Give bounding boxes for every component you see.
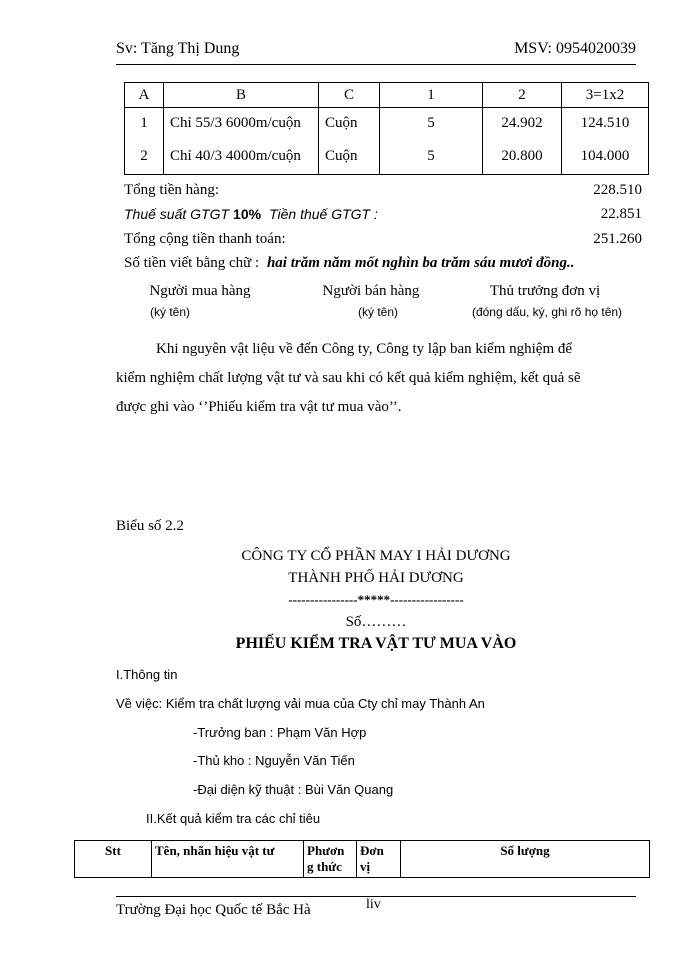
section-results: II.Kết quả kiểm tra các chỉ tiêu bbox=[146, 811, 321, 826]
director-title: Thủ trưởng đơn vị bbox=[489, 283, 601, 299]
inspection-table bbox=[74, 840, 650, 878]
header-cell: Phươn g thức bbox=[304, 841, 357, 878]
header-cell: Stt bbox=[75, 841, 152, 878]
cell: Chỉ 55/3 6000m/cuộn bbox=[164, 108, 319, 139]
header-cell: Số lượng bbox=[401, 841, 650, 878]
paragraph-line-2: kiểm nghiệm chất lượng vật tư và sau khi có kết quả kiểm nghiệm, kết quả sẽ bbox=[116, 370, 581, 386]
cell: 5 bbox=[380, 138, 483, 175]
cell: 104.000 bbox=[562, 138, 649, 175]
student-id: MSV: 0954020039 bbox=[514, 40, 636, 57]
header-cell: Đơn vị bbox=[357, 841, 401, 878]
header-cell: A bbox=[125, 83, 164, 108]
table-header-row bbox=[75, 841, 650, 878]
cell: 124.510 bbox=[562, 108, 649, 139]
cell: Cuộn bbox=[319, 108, 380, 139]
divider-text: ----------------*****----------------- bbox=[288, 592, 464, 607]
header-cell: C bbox=[319, 83, 380, 108]
header-cell: 2 bbox=[483, 83, 562, 108]
words-label: Số tiền viết bằng chữ : bbox=[124, 255, 260, 271]
seller-note: (ký tên) bbox=[357, 305, 398, 319]
buyer-note: (ký tên) bbox=[149, 305, 190, 319]
school-name: Trường Đại học Quốc tế Bắc Hà bbox=[116, 902, 311, 918]
company-name: CÔNG TY CỔ PHẦN MAY I HẢI DƯƠNG bbox=[241, 548, 511, 564]
paragraph-line-3: được ghi vào ‘’Phiếu kiểm tra vật tư mua vào’’. bbox=[116, 399, 402, 415]
table-row bbox=[125, 138, 649, 175]
table-row bbox=[125, 108, 649, 139]
vat-rate-value: 10% bbox=[233, 206, 262, 222]
student-name: Sv: Tăng Thị Dung bbox=[116, 40, 240, 57]
buyer-title: Người mua hàng bbox=[149, 283, 251, 299]
goods-total-value: 228.510 bbox=[593, 182, 642, 198]
grand-total-value: 251.260 bbox=[593, 231, 642, 247]
section-info: I.Thông tin bbox=[116, 667, 178, 682]
cell: 20.800 bbox=[483, 138, 562, 175]
technical-rep: -Đại diện kỹ thuật : Bùi Văn Quang bbox=[193, 782, 394, 797]
goods-total-label: Tổng tiền hàng: bbox=[124, 182, 219, 198]
header-cell: Tên, nhãn hiệu vật tư bbox=[152, 841, 304, 878]
form-label: Biểu số 2.2 bbox=[116, 518, 184, 534]
header-cell: B bbox=[164, 83, 319, 108]
vat-line bbox=[124, 206, 378, 224]
invoice-table bbox=[124, 82, 649, 175]
header-cell: 3=1x2 bbox=[562, 83, 649, 108]
cell: 1 bbox=[125, 108, 164, 139]
amount-in-words bbox=[124, 255, 575, 272]
cell: Cuộn bbox=[319, 138, 380, 175]
company-city: THÀNH PHỐ HẢI DƯƠNG bbox=[288, 570, 464, 586]
form-title: PHIẾU KIỂM TRA VẬT TƯ MUA VÀO bbox=[235, 635, 517, 652]
seller-title: Người bán hàng bbox=[322, 283, 420, 299]
page-number: liv bbox=[366, 897, 381, 912]
cell: 2 bbox=[125, 138, 164, 175]
header-cell: 1 bbox=[380, 83, 483, 108]
header-divider bbox=[116, 64, 636, 65]
cell: Chỉ 40/3 4000m/cuộn bbox=[164, 138, 319, 175]
vat-value: 22.851 bbox=[600, 206, 642, 222]
director-note: (đóng dấu, ký, ghi rõ họ tên) bbox=[471, 305, 623, 319]
words-value: hai trăm năm mốt nghìn ba trăm sáu mươi đồng.. bbox=[266, 255, 575, 271]
form-number: Số……… bbox=[345, 614, 407, 630]
vat-amount-label: Tiền thuế GTGT : bbox=[269, 206, 378, 222]
table-header-row bbox=[125, 83, 649, 108]
cell: 24.902 bbox=[483, 108, 562, 139]
cell: 5 bbox=[380, 108, 483, 139]
vat-rate-label: Thuế suất GTGT bbox=[124, 206, 230, 222]
paragraph-line-1: Khi nguyên vật liệu về đến Công ty, Công ty lập ban kiểm nghiệm để bbox=[156, 341, 573, 357]
grand-total-label: Tổng cộng tiền thanh toán: bbox=[124, 231, 286, 247]
warehouse-keeper: -Thủ kho : Nguyễn Văn Tiến bbox=[193, 753, 355, 768]
board-head: -Trưởng ban : Phạm Văn Hợp bbox=[193, 725, 367, 740]
subject-line: Về việc: Kiểm tra chất lượng vải mua của Cty chỉ may Thành An bbox=[116, 696, 485, 711]
